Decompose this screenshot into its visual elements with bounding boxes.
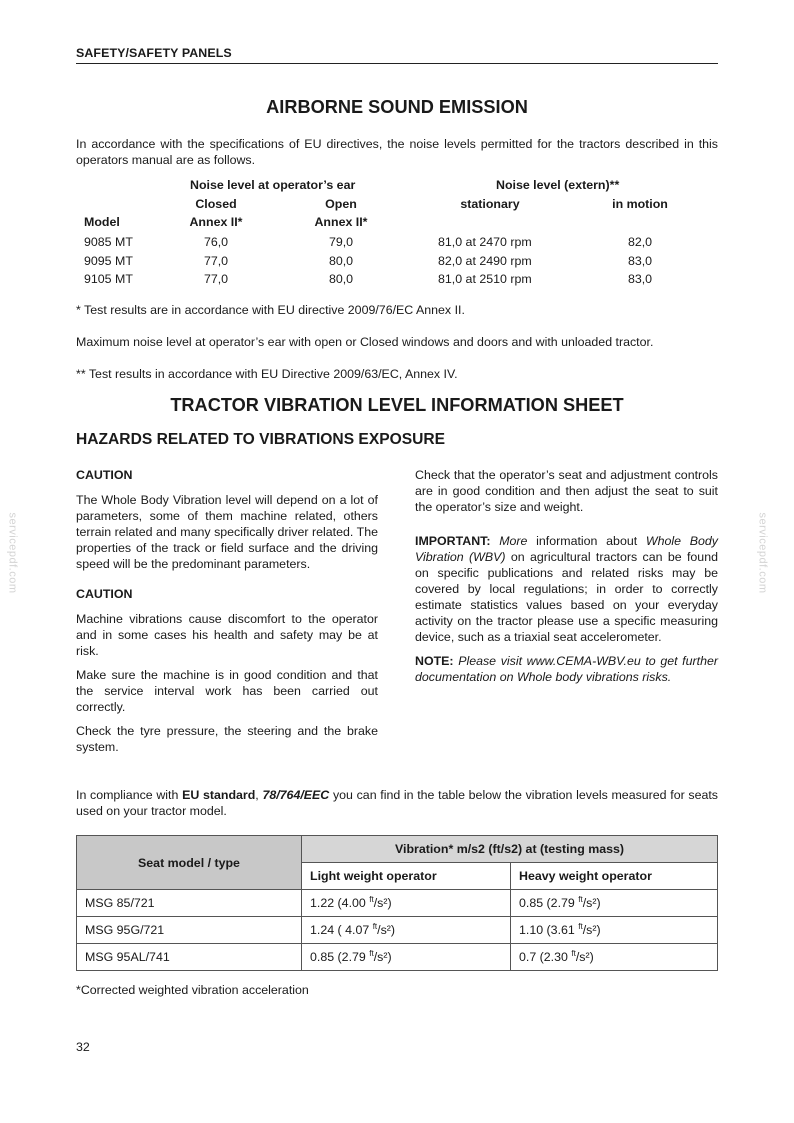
heavy-cell: 0.7 (2.30 $^{ft}$/s²) [511,944,718,971]
important-body: on agricultural tractors can be found on specific publications and related risks may be covered by local regulations; in order to correctly estimate statistics values based on your everyday activity on the tractor please use a specific measuring device, such as a triaxial seat accelerometer. [415,550,718,644]
group-header-ear: Noise level at operator’s ear [190,178,356,192]
important-label: IMPORTANT: [415,534,491,548]
caution-heading: CAUTION [76,587,133,601]
tyre-pressure-paragraph: Check the tyre pressure, the steering and the brake system. [76,724,378,754]
compliance-comma: , [255,788,259,802]
note-text: Please visit www.CEMA-WBV.eu to get further documentation on Whole body vibrations risks. [415,654,718,684]
group-header-extern: Noise level (extern)** [496,178,620,192]
note-paragraph [415,653,718,685]
important-wbv: Whole Body Vibration (WBV) [415,534,718,564]
note-label: NOTE: [415,654,454,668]
header-divider [76,63,718,64]
section-header: SAFETY/SAFETY PANELS [76,46,232,60]
noise-row-motion: 82,0 [627,235,653,249]
noise-row-model: 9095 MT [84,254,133,268]
watermark-right: servicepdf.com [756,512,769,594]
annex-closed: Annex II* [189,215,243,229]
vibration-title: TRACTOR VIBRATION LEVEL INFORMATION SHEET [170,395,624,415]
seat-check-paragraph: Check that the operator’s seat and adjustment controls are in good condition and then adjust the seat to suit the operator’s size and weight. [415,468,718,514]
noise-row-open: 79,0 [328,235,354,249]
machine-condition-paragraph: Make sure the machine is in good condition and that the service interval work has been carried out correctly. [76,668,378,714]
compliance-directive: 78/764/EEC [262,788,330,802]
sound-title: AIRBORNE SOUND EMISSION [266,97,528,117]
table-row [77,917,718,944]
noise-row-stationary: 82,0 at 2490 rpm [438,254,532,268]
sound-intro: In accordance with the specifications of EU directives, the noise levels permitted for the tractors described in this operators manual are as follows. [76,137,718,167]
noise-row-model: 9085 MT [84,235,133,249]
noise-row-open: 80,0 [328,254,354,268]
important-more: More [499,534,528,548]
light-cell: 0.85 (2.79 $^{ft}$/s²) [302,944,511,971]
caution-heading: CAUTION [76,468,133,482]
vibration-header: Vibration* m/s2 (ft/s2) at (testing mass) [302,836,718,863]
compliance-standard: EU standard [182,788,256,802]
note-annex: * Test results are in accordance with EU directive 2009/76/EC Annex II. [76,303,465,317]
seat-cell: MSG 85/721 [77,890,302,917]
seat-cell: MSG 95G/721 [77,917,302,944]
compliance-paragraph [76,787,718,819]
wbv-paragraph: The Whole Body Vibration level will depend on a lot of parameters, some of them machine related, others terrain related and many specifically driver related. The properties of the track or field surface and the driving speed will be the predominant parameters. [76,493,378,571]
col-header-model: Model [84,215,120,229]
noise-row-closed: 77,0 [203,272,229,286]
col-header-stationary: stationary [460,197,520,211]
light-cell: 1.22 (4.00 $^{ft}$/s²) [302,890,511,917]
heavy-cell: 0.85 (2.79 $^{ft}$/s²) [511,890,718,917]
note-max-noise: Maximum noise level at operator’s ear with open or Closed windows and doors and with unloaded tractor. [76,335,654,349]
table-row [77,944,718,971]
important-paragraph [415,533,718,645]
page-number: 32 [76,1040,90,1054]
light-cell: 1.24 ( 4.07 $^{ft}$/s²) [302,917,511,944]
heavy-cell: 1.10 (3.61 $^{ft}$/s²) [511,917,718,944]
heavy-weight-header: Heavy weight operator [511,863,718,890]
light-weight-header: Light weight operator [302,863,511,890]
left-column [76,467,378,763]
note-directive: ** Test results in accordance with EU Directive 2009/63/EC, Annex IV. [76,367,458,381]
table-row [77,890,718,917]
noise-row-closed: 77,0 [203,254,229,268]
compliance-rest: you can find in the table below the vibration levels measured for seats used on your tractor model. [76,788,718,818]
noise-row-stationary: 81,0 at 2510 rpm [438,272,532,286]
seat-model-header: Seat model / type [77,836,302,890]
noise-row-open: 80,0 [328,272,354,286]
noise-row-model: 9105 MT [84,272,133,286]
col-header-closed: Closed [195,197,237,211]
important-info: information about [536,534,638,548]
col-header-motion: in motion [612,197,668,211]
noise-row-closed: 76,0 [203,235,229,249]
right-column [415,467,718,693]
col-header-open: Open [325,197,357,211]
vibration-subtitle: HAZARDS RELATED TO VIBRATIONS EXPOSURE [76,431,446,448]
vibration-footnote: *Corrected weighted vibration acceleration [76,983,309,997]
compliance-intro: In compliance with [76,788,179,802]
discomfort-paragraph: Machine vibrations cause discomfort to the operator and in some cases his health and safety may be at risk. [76,612,378,658]
annex-open: Annex II* [314,215,368,229]
seat-cell: MSG 95AL/741 [77,944,302,971]
noise-row-motion: 83,0 [627,272,653,286]
noise-row-stationary: 81,0 at 2470 rpm [438,235,532,249]
watermark-left: servicepdf.com [6,512,19,594]
noise-row-motion: 83,0 [627,254,653,268]
vibration-table [76,835,718,971]
